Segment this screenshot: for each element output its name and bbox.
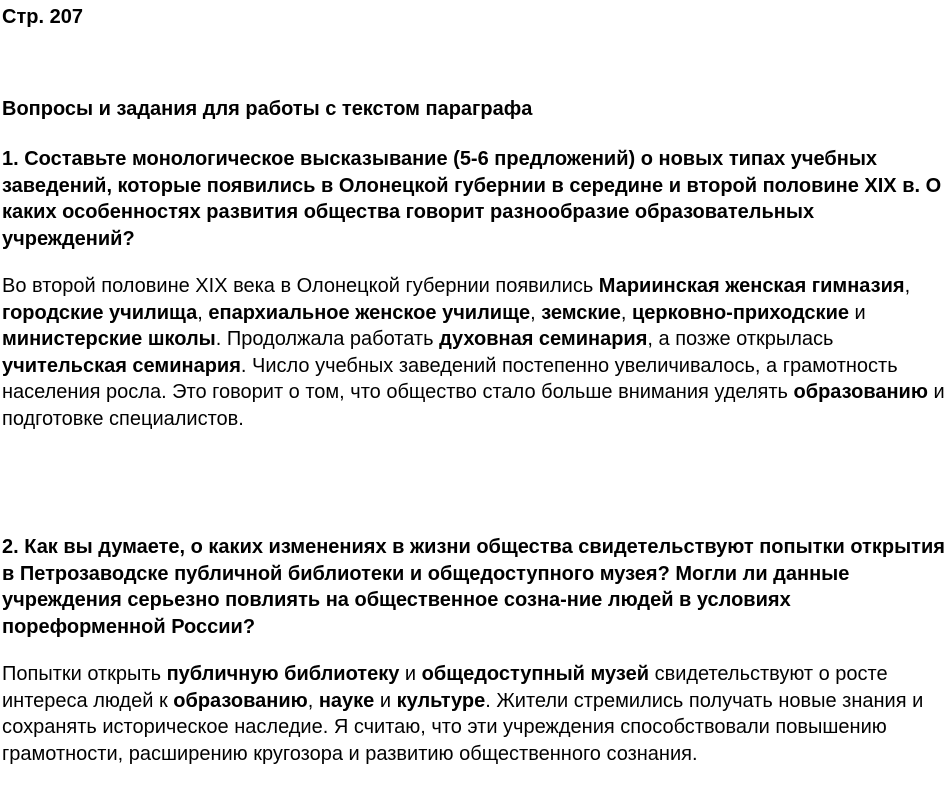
answer-2-text: . Жители стремились получать новые знания и сохранять историческое наследие. Я считаю, что эти учреждения способствовали повышению грамотности, расширению кругозора и развитию общественного сознания. [2,689,924,765]
answer-1-bold: духовная семинария [439,328,648,350]
answer-1-bold: учительская семинария [2,354,241,377]
answer-1-text: , [620,301,632,324]
page-number: Стр. 207 [2,6,83,28]
answer-1-bold: городские училища [2,301,198,324]
answer-2-bold: публичную библиотеку [166,663,400,685]
question-1: 1. Составьте монологическое высказывание (5-6 предложений) о новых типах учебных заведений, которые появились в Олонецкой губернии в середине и второй половине XIX в. О каких особенностях развития общества говорит разнообразие образовательных учреждений? [2,148,942,250]
answer-1-text: , [904,275,911,297]
answer-1-text: и [849,301,866,324]
answer-2-bold: науке [318,689,375,712]
answer-1-text: , а позже открылась [647,328,834,350]
answer-2-bold: культуре [396,689,486,712]
answer-1-bold: церковно-приходские [631,301,849,324]
answer-2-text: и [399,663,422,685]
question-2: 2. Как вы думаете, о каких изменениях в жизни общества свидетельствуют попытки открытия в Петрозаводске публичной библиотеки и общедоступного музея? Могли ли данные учреждения серьезно повлиять на общественное созна-ние людей в условиях пореформенной России? [2,536,945,638]
answer-1-text: , [530,301,542,324]
answer-2-text: , [307,689,319,712]
answer-1-text: Во второй половине XIX века в Олонецкой губернии появились [2,275,599,297]
answer-2-text: и [374,689,397,712]
answer-1 [2,273,946,432]
answer-1-text: и подготовке специалистов. [2,381,945,430]
answer-1-text: . Число учебных заведений постепенно увеличивалось, а грамотность населения росла. Это говорит о том, что общество стало больше внимания уделять [2,354,898,403]
answer-1-text: . Продолжала работать [215,328,440,350]
answer-2 [2,661,946,767]
answer-1-bold: земские [541,301,621,324]
answer-2-text: Попытки открыть [2,663,167,685]
answer-1-text: , [197,301,209,324]
answer-1-bold: образованию [793,381,928,403]
answer-1-bold: министерские школы [2,328,216,350]
section-heading: Вопросы и задания для работы с текстом параграфа [2,98,533,120]
answer-1-bold: Мариинская женская гимназия [598,275,905,297]
answer-2-bold: образованию [173,689,308,712]
answer-2-text: свидетельствуют о росте интереса людей к [2,663,888,712]
answer-1-bold: епархиальное женское училище [208,301,531,324]
answer-2-bold: общедоступный музей [421,663,650,685]
